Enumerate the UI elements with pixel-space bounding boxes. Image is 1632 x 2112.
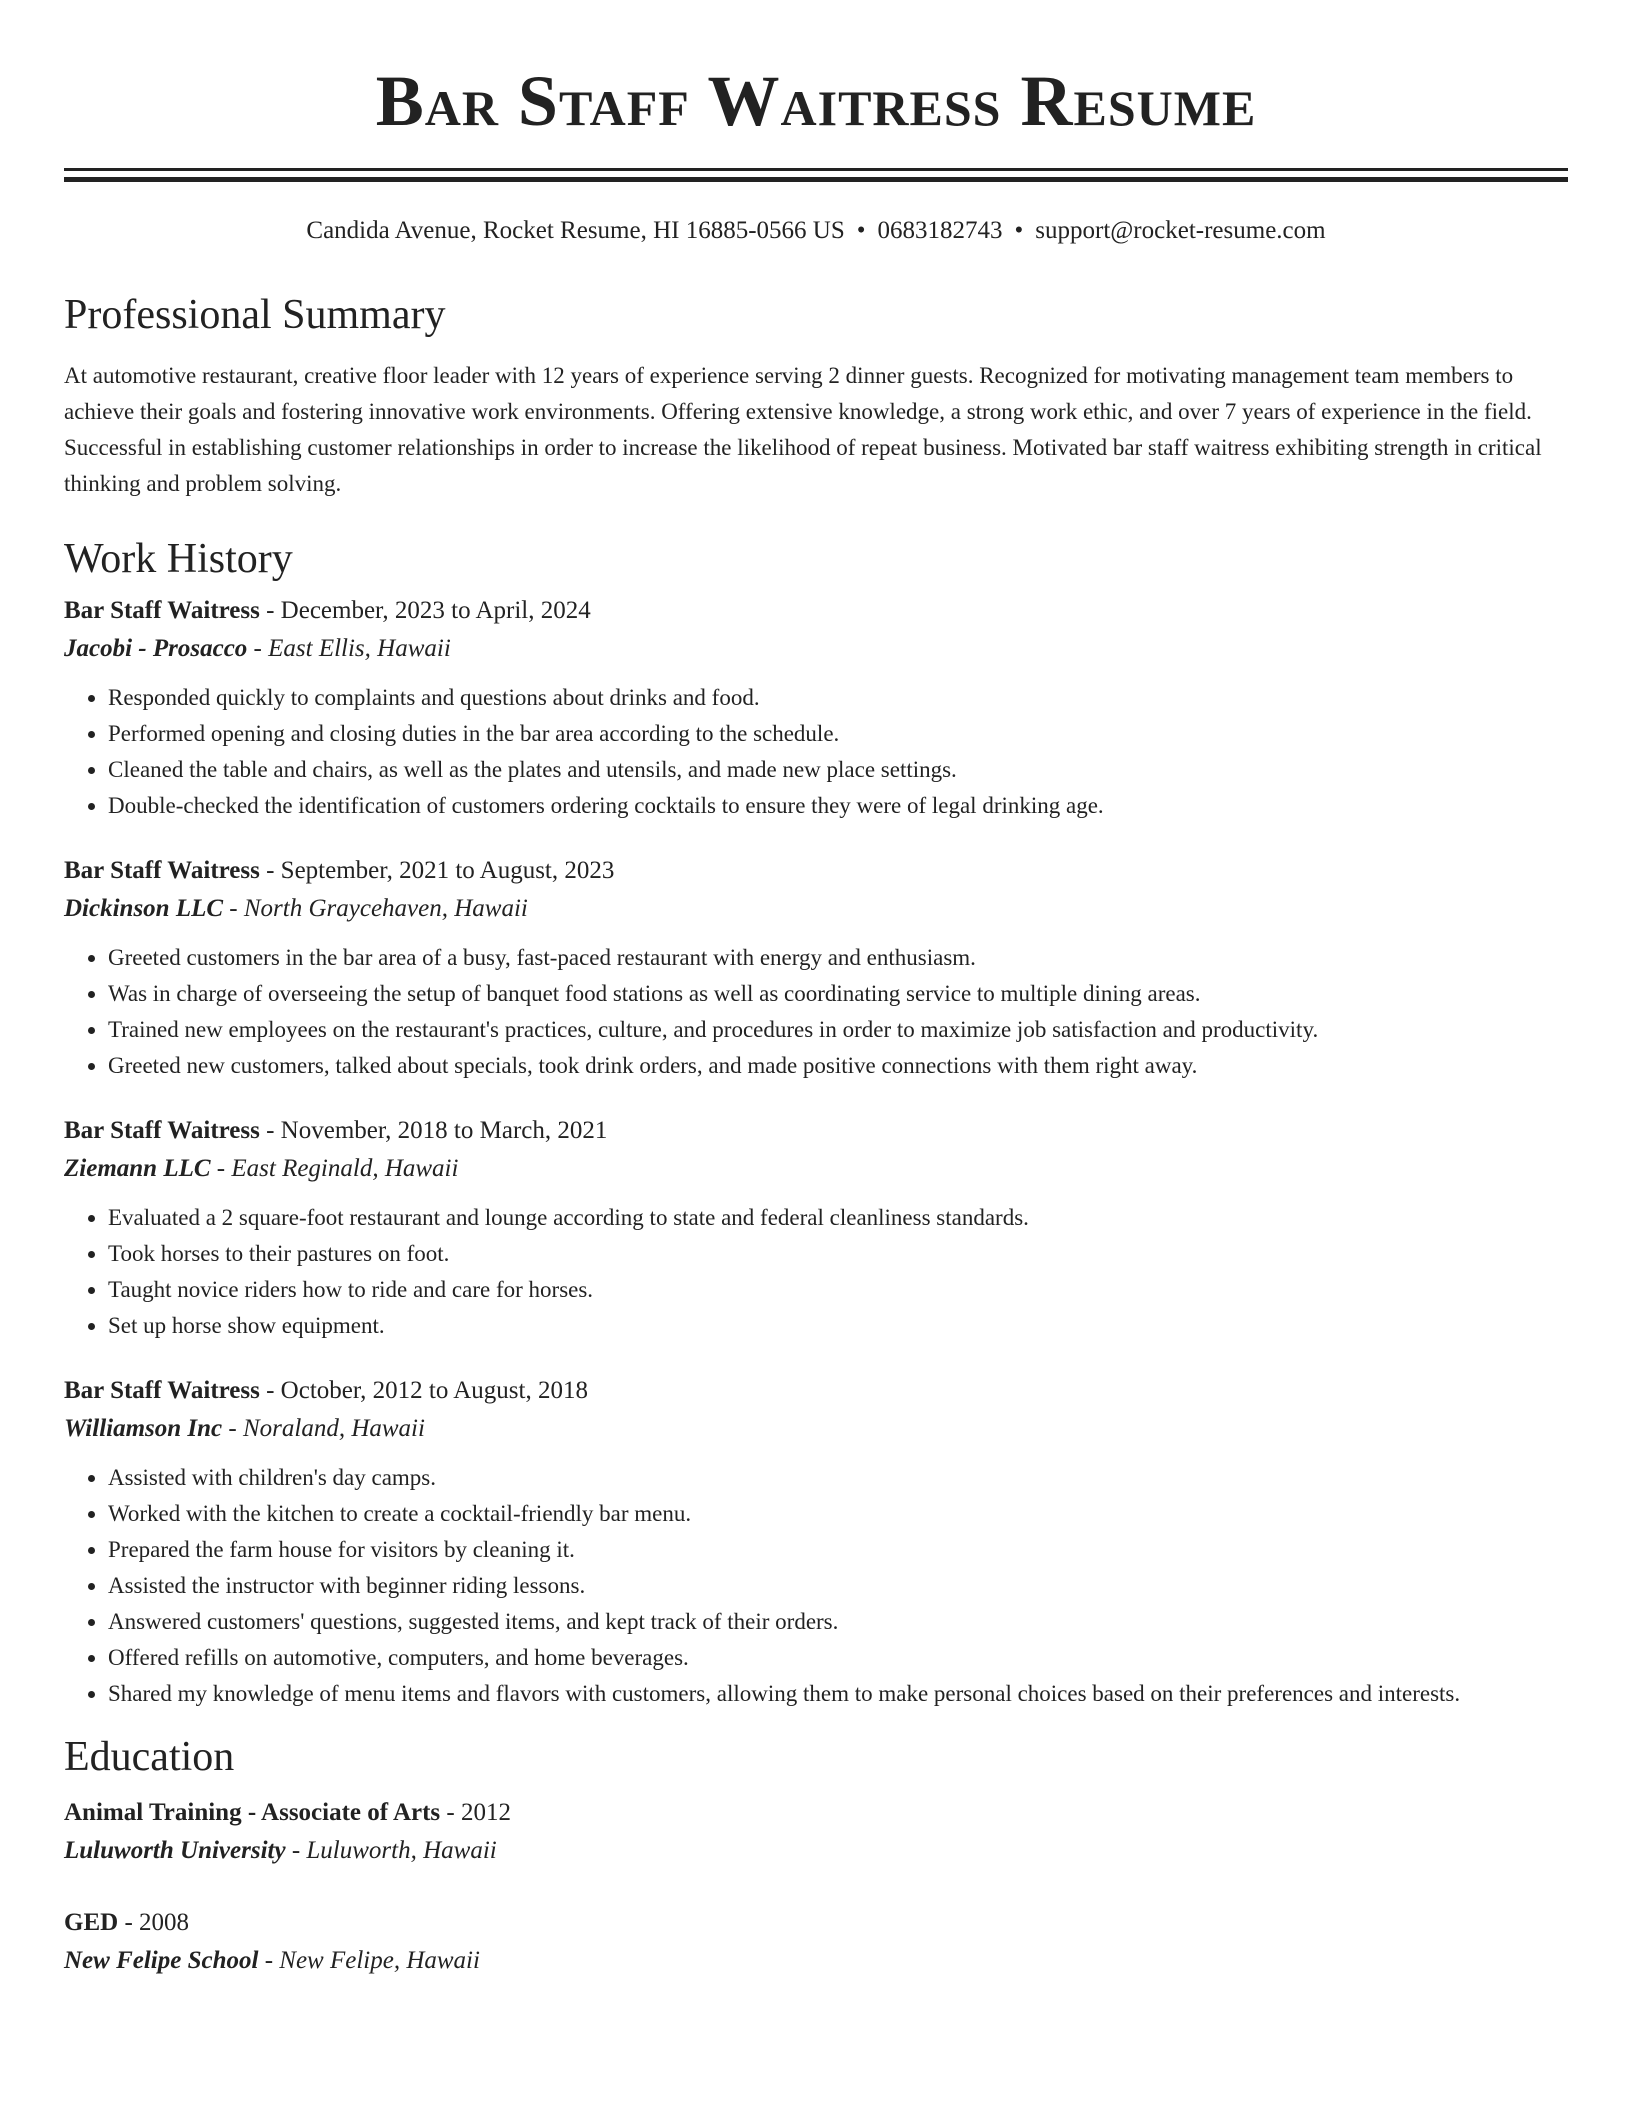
job-duty-item: • Greeted new customers, talked about specials, took drink orders, and made positive connections with them right away.	[108, 1048, 1568, 1084]
job-company-line	[64, 632, 1568, 666]
job-company-line	[64, 1152, 1568, 1186]
summary-text: At automotive restaurant, creative floor leader with 12 years of experience serving 2 dinner guests. Recognized for motivating management team members to achieve their goals and fostering innovative work environments. Offering extensive knowledge, a strong work ethic, and over 7 years of experience in the field. Successful in establishing customer relationships in order to increase the likelihood of repeat business. Motivated bar staff waitress exhibiting strength in critical thinking and problem solving.	[64, 363, 1542, 496]
job-duty-item: • Taught novice riders how to ride and care for horses.	[108, 1272, 1568, 1308]
job-duty-item: • Assisted with children's day camps.	[108, 1460, 1568, 1496]
education-school-line	[64, 1834, 1568, 1868]
job-duty-item: • Was in charge of overseeing the setup of banquet food stations as well as coordinating service to multiple dining areas.	[108, 976, 1568, 1012]
work-history-heading: Work History	[64, 536, 293, 582]
job-duty-item: • Answered customers' questions, suggested items, and kept track of their orders.	[108, 1604, 1568, 1640]
job-dates: - December, 2023 to April, 2024	[259, 597, 591, 624]
job-duty-item: • Prepared the farm house for visitors by cleaning it.	[108, 1532, 1568, 1568]
title-divider	[64, 168, 1568, 182]
job-company: Jacobi - Prosacco	[64, 635, 248, 662]
divider-line-top	[64, 168, 1568, 171]
job-duty-item: • Assisted the instructor with beginner riding lessons.	[108, 1568, 1568, 1604]
job-company-line	[64, 1412, 1568, 1446]
summary-heading: Professional Summary	[64, 292, 446, 338]
job-duty-item: • Responded quickly to complaints and questions about drinks and food.	[108, 680, 1568, 716]
job-duty-item: • Greeted customers in the bar area of a busy, fast-paced restaurant with energy and enthusiasm.	[108, 940, 1568, 976]
job-duties-list	[64, 940, 1568, 1084]
education-school: New Felipe School	[64, 1947, 259, 1974]
job-location: - East Reginald, Hawaii	[210, 1155, 459, 1182]
education-school-line	[64, 1944, 1568, 1978]
contact-email: support@rocket-resume.com	[1035, 217, 1326, 244]
job-location: - Noraland, Hawaii	[222, 1415, 425, 1442]
job-title: Bar Staff Waitress	[64, 1117, 260, 1144]
job-duty-item: • Performed opening and closing duties in the bar area according to the schedule.	[108, 716, 1568, 752]
job-title-line	[64, 594, 1568, 628]
job-company-line	[64, 892, 1568, 926]
job-company: Ziemann LLC	[64, 1155, 211, 1182]
job-title: Bar Staff Waitress	[64, 597, 260, 624]
contact-address: Candida Avenue, Rocket Resume, HI 16885-0566 US	[306, 217, 845, 244]
job-duty-item: • Evaluated a 2 square-foot restaurant and lounge according to state and federal cleanliness standards.	[108, 1200, 1568, 1236]
job-location: - East Ellis, Hawaii	[247, 635, 451, 662]
education-heading: Education	[64, 1734, 235, 1780]
education-school: Luluworth University	[64, 1837, 286, 1864]
work-history-list	[64, 594, 1568, 1712]
job-entry	[64, 594, 1568, 824]
contact-separator: •	[856, 217, 866, 244]
job-company: Williamson Inc	[64, 1415, 223, 1442]
job-dates: - October, 2012 to August, 2018	[259, 1377, 588, 1404]
education-degree: Animal Training - Associate of Arts	[64, 1799, 441, 1826]
job-dates: - November, 2018 to March, 2021	[259, 1117, 608, 1144]
education-degree: GED	[64, 1909, 119, 1936]
education-year: - 2008	[118, 1909, 190, 1936]
job-title: Bar Staff Waitress	[64, 857, 260, 884]
job-entry	[64, 854, 1568, 1084]
job-duty-item: • Worked with the kitchen to create a cocktail-friendly bar menu.	[108, 1496, 1568, 1532]
education-year: - 2012	[440, 1799, 511, 1826]
job-title-line	[64, 1114, 1568, 1148]
job-duty-item: • Shared my knowledge of menu items and flavors with customers, allowing them to make personal choices based on their preferences and interests.	[108, 1676, 1568, 1712]
education-degree-line	[64, 1906, 1568, 1940]
job-duty-item: • Offered refills on automotive, computers, and home beverages.	[108, 1640, 1568, 1676]
job-duty-item: • Took horses to their pastures on foot.	[108, 1236, 1568, 1272]
job-entry	[64, 1374, 1568, 1712]
education-location: - New Felipe, Hawaii	[258, 1947, 480, 1974]
job-title-line	[64, 1374, 1568, 1408]
divider-line-bottom	[64, 177, 1568, 182]
job-duty-item: • Trained new employees on the restaurant's practices, culture, and procedures in order to maximize job satisfaction and productivity.	[108, 1012, 1568, 1048]
contact-phone: 0683182743	[877, 217, 1003, 244]
job-duty-item: • Set up horse show equipment.	[108, 1308, 1568, 1344]
education-location: - Luluworth, Hawaii	[285, 1837, 497, 1864]
education-list	[64, 1796, 1568, 1978]
job-duty-item: • Double-checked the identification of customers ordering cocktails to ensure they were of legal drinking age.	[108, 788, 1568, 824]
job-duty-item: • Cleaned the table and chairs, as well as the plates and utensils, and made new place settings.	[108, 752, 1568, 788]
education-entry	[64, 1906, 1568, 1978]
job-entry	[64, 1114, 1568, 1344]
contact-separator: •	[1014, 217, 1024, 244]
job-title: Bar Staff Waitress	[64, 1377, 260, 1404]
job-location: - North Graycehaven, Hawaii	[223, 895, 528, 922]
resume-title: Bar Staff Waitress Resume	[375, 61, 1257, 141]
job-dates: - September, 2021 to August, 2023	[259, 857, 615, 884]
job-company: Dickinson LLC	[64, 895, 224, 922]
job-duties-list	[64, 680, 1568, 824]
education-entry	[64, 1796, 1568, 1868]
contact-line	[64, 216, 1568, 246]
job-duties-list	[64, 1460, 1568, 1712]
job-duties-list	[64, 1200, 1568, 1344]
job-title-line	[64, 854, 1568, 888]
education-degree-line	[64, 1796, 1568, 1830]
